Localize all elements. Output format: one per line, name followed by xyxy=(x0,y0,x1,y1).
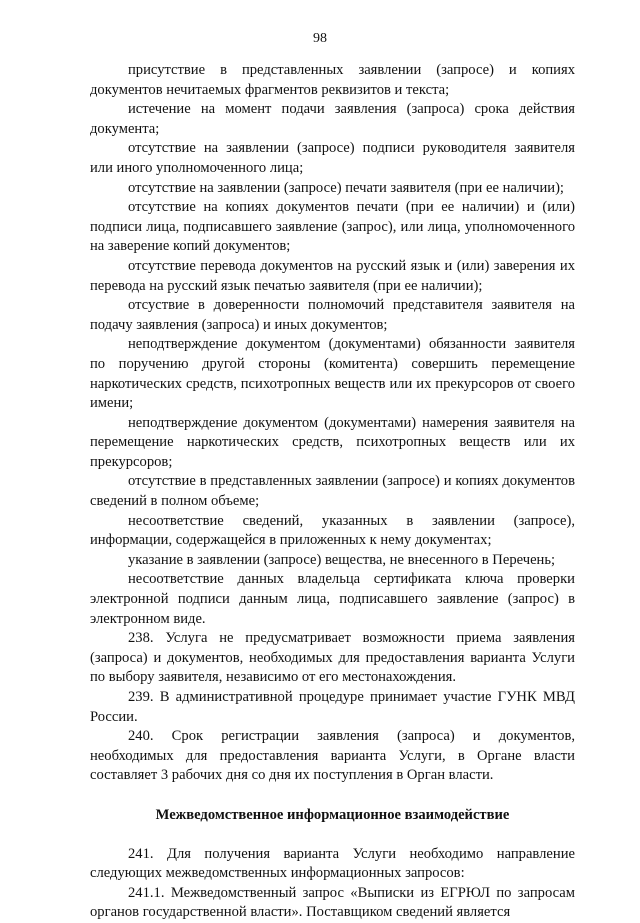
paragraph-241-1: 241.1. Межведомственный запрос «Выписки из ЕГРЮЛ по запросам органов государственной власти». Поставщиком сведений является xyxy=(90,884,575,921)
paragraph: неподтверждение документом (документами) намерения заявителя на перемещение наркотических средств, психотропных веществ или их прекурсоров; xyxy=(90,414,575,470)
paragraph: отсутствие перевода документов на русский язык и (или) заверения их перевода на русский язык печатью заявителя (при ее наличии); xyxy=(90,257,575,294)
paragraph-239: 239. В административной процедуре принимает участие ГУНК МВД России. xyxy=(90,689,575,725)
page-number: 98 xyxy=(313,31,327,46)
paragraph: присутствие в представленных заявлении (запросе) и копиях документов нечитаемых фрагментов реквизитов и текста; xyxy=(90,62,575,98)
paragraph: истечение на момент подачи заявления (запроса) срока действия документа; xyxy=(90,101,575,137)
paragraph-240: 240. Срок регистрации заявления (запроса) и документов, необходимых для предоставления варианта Услуги, в Органе власти составляет 3 рабочих дня со дня их поступления в Орган власти. xyxy=(90,728,575,784)
paragraph: отсутствие на заявлении (запросе) подписи руководителя заявителя или иного уполномоченного лица; xyxy=(90,140,575,176)
paragraph: отсуствие в доверенности полномочий представителя заявителя на подачу заявления (запроса) и иных документов; xyxy=(90,297,575,333)
paragraph: несоответствие сведений, указанных в заявлении (запросе), информации, содержащейся в приложенных к нему документах; xyxy=(90,512,575,549)
paragraph-241: 241. Для получения варианта Услуги необходимо направление следующих межведомственных информационных запросов: xyxy=(90,845,575,882)
paragraph-238: 238. Услуга не предусматривает возможности приема заявления (запроса) и документов, необходимых для предоставления варианта Услуги по выбору заявителя, независимо от его местонахождения. xyxy=(90,630,575,686)
paragraph: отсутствие на копиях документов печати (при ее наличии) и (или) подписи лица, подписавшего заявление (запрос), или лица, уполномоченного на заверение копий документов; xyxy=(90,199,575,255)
paragraph: указание в заявлении (запросе) вещества, не внесенного в Перечень; xyxy=(128,551,556,568)
paragraph: отсутствие на заявлении (запросе) печати заявителя (при ее наличии); xyxy=(128,179,564,196)
section-heading: Межведомственное информационное взаимодействие xyxy=(155,806,510,823)
paragraph: несоответствие данных владельца сертификата ключа проверки электронной подписи данным лица, подписавшего заявление (запрос) в электронном виде. xyxy=(90,571,575,627)
paragraph: отсутствие в представленных заявлении (запросе) и копиях документов сведений в полном объеме; xyxy=(90,473,575,510)
paragraph: неподтверждение документом (документами) обязанности заявителя по поручению другой стороны (комитента) совершить перемещение наркотических средств, психотропных веществ или их прекурсоров от своего имени; xyxy=(90,336,575,412)
document-body xyxy=(90,61,575,923)
